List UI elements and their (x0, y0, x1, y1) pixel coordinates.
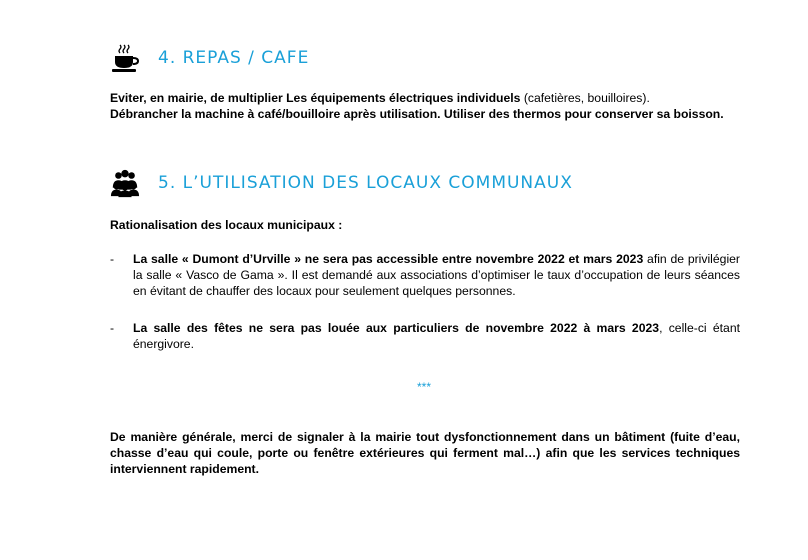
section-4-line-1 (110, 90, 740, 106)
group-people-icon (110, 168, 140, 198)
section-4-line-1-bold: Eviter, en mairie, de multiplier Les équipements électriques individuels (110, 91, 521, 105)
bullet-2-text (133, 320, 740, 352)
section-4-line-2-bold: Débrancher la machine à café/bouilloire après utilisation. Utiliser des thermos pour conserver sa boisson. (110, 107, 724, 121)
section-4-heading (110, 43, 309, 73)
bullet-1-bold: La salle « Dumont d’Urville » ne sera pas accessible entre novembre 2022 et mars 2023 (133, 252, 644, 266)
separator-stars: *** (416, 380, 431, 394)
bullet-1-dash: - (110, 252, 115, 266)
section-4-line-1-normal: (cafetières, bouilloires). (520, 91, 650, 105)
closing-paragraph: De manière générale, merci de signaler à la mairie tout dysfonctionnement dans un bâtiment (fuite d’eau, chasse d’eau qui coule, porte ou fenêtre extérieures qui ferment mal…) afin que les services techniques interviennent rapidement. (110, 430, 740, 476)
bullet-1-text (133, 251, 740, 299)
section-5-intro: Rationalisation des locaux municipaux : (110, 218, 343, 232)
bullet-1-normal: afin de privilégier la salle « Vasco de Gama ». Il est demandé aux associations d’optimiser le taux d’occupation de leurs séances en évitant de chauffer des locaux pour seulement quelques personnes. (133, 252, 740, 298)
section-4-line-2 (110, 106, 740, 122)
bullet-2-normal: , celle-ci étant énergivore. (133, 321, 740, 351)
section-4-title: 4. REPAS / CAFE (158, 48, 310, 68)
bullet-2-dash: - (110, 321, 115, 335)
bullet-2-bold: La salle des fêtes ne sera pas louée aux particuliers de novembre 2022 à mars 2023 (133, 321, 660, 335)
section-5-title: 5. L’UTILISATION DES LOCAUX COMMUNAUX (158, 173, 573, 193)
coffee-cup-icon (110, 43, 140, 73)
section-5-heading (110, 168, 573, 198)
